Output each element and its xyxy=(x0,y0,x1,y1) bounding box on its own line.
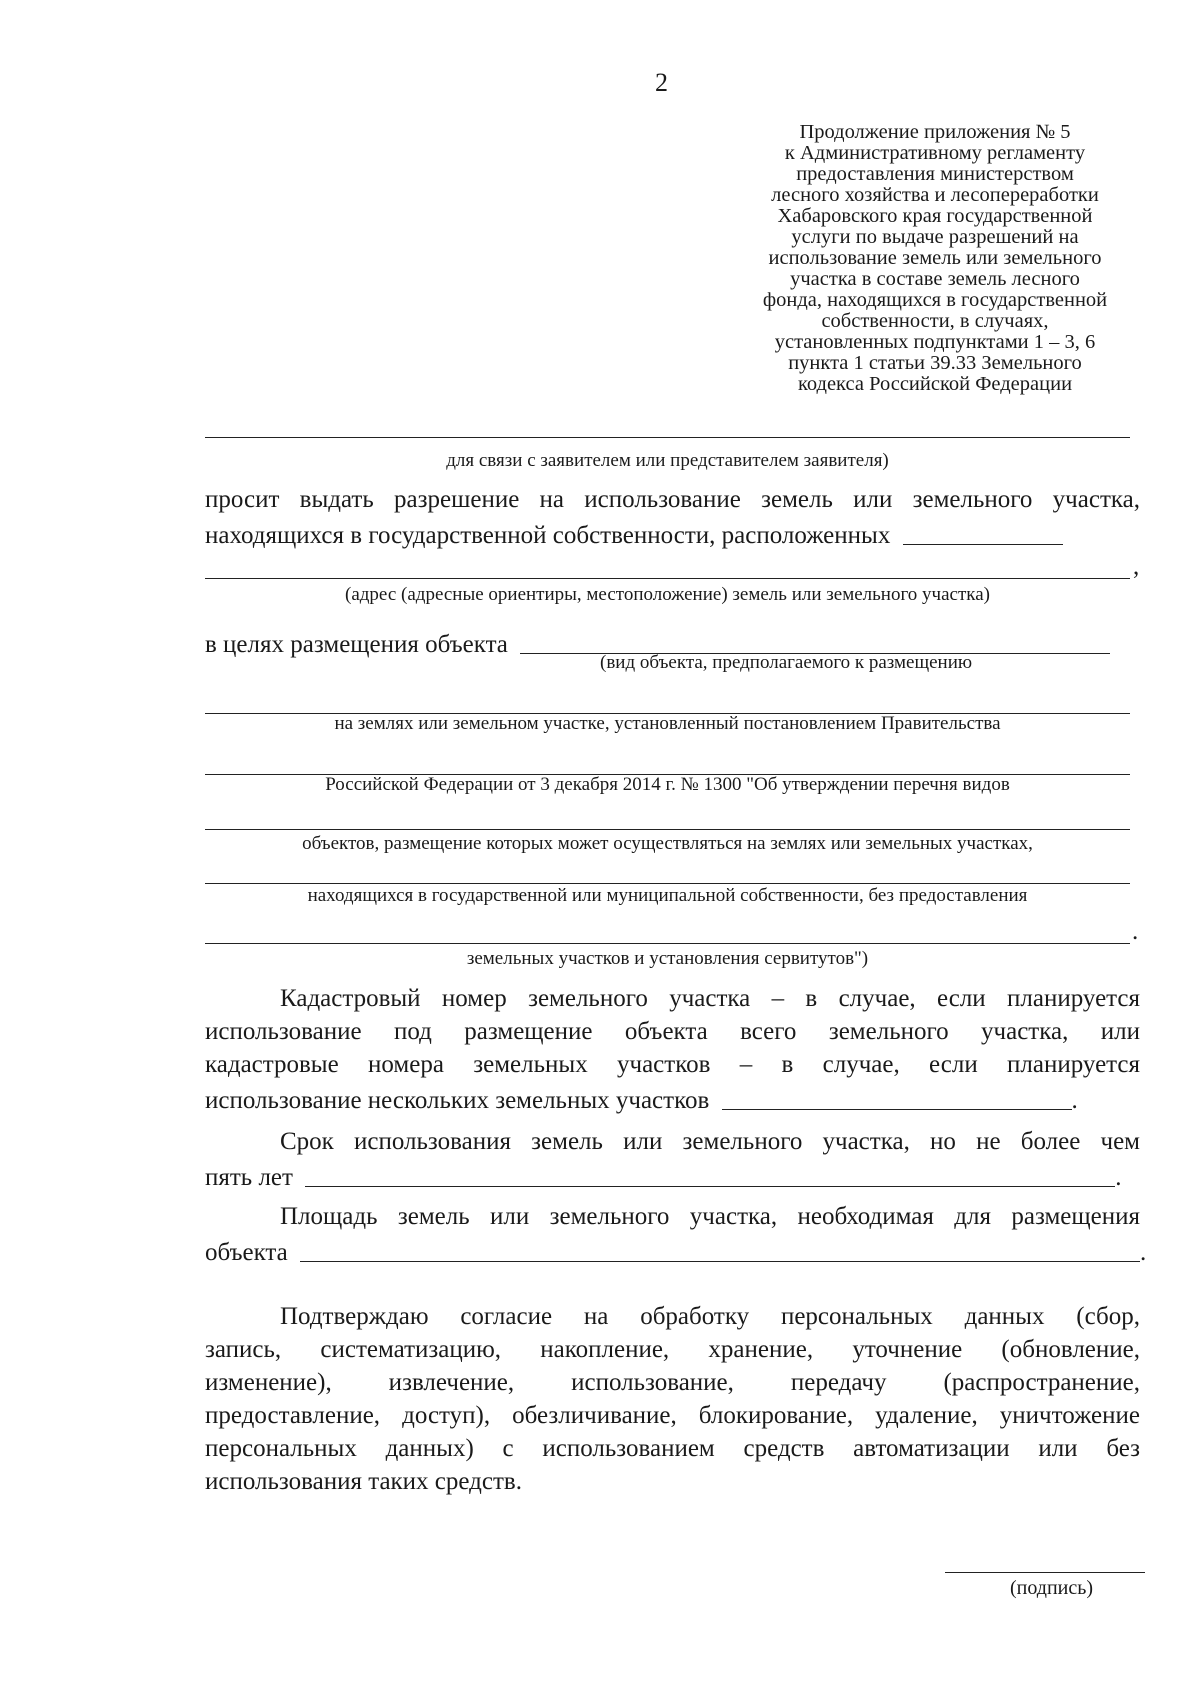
object-fill-line[interactable] xyxy=(205,943,1130,944)
location-fill-line[interactable] xyxy=(903,519,1063,545)
header-line: лесного хозяйства и лесопереработки xyxy=(771,184,1099,206)
cadastral-line: Кадастровый номер земельного участка – в случае, если планируется xyxy=(280,985,1140,1012)
header-line: использование земель или земельного xyxy=(768,247,1102,269)
object-caption-line: на землях или земельном участке, установленный постановлением Правительства xyxy=(334,713,1001,734)
header-line: Продолжение приложения № 5 xyxy=(799,121,1071,143)
consent-line: запись, систематизацию, накопление, хранение, уточнение (обновление, xyxy=(205,1336,1140,1363)
object-caption-line: Российской Федерации от 3 декабря 2014 г. № 1300 "Об утверждении перечня видов xyxy=(325,774,1010,795)
address-caption: (адрес (адресные ориентиры, местоположение) земель или земельного участка) xyxy=(345,584,990,605)
term-line-1: Срок использования земель или земельного участка, но не более чем xyxy=(280,1128,1140,1155)
contact-fill-line[interactable] xyxy=(205,437,1130,438)
cadastral-last-line xyxy=(205,1084,1140,1115)
object-caption-line: земельных участков и установления сервитутов") xyxy=(466,948,869,969)
page-number: 2 xyxy=(655,68,668,97)
object-caption-line: находящихся в государственной или муниципальной собственности, без предоставления xyxy=(307,885,1028,906)
purpose-label: в целях размещения объекта xyxy=(205,631,508,658)
object-fill-line[interactable] xyxy=(520,628,1110,654)
header-line: собственности, в случаях, xyxy=(821,310,1049,332)
signature-caption: (подпись) xyxy=(1010,1577,1094,1599)
address-fill-line[interactable] xyxy=(205,578,1130,579)
header-line: установленных подпунктами 1 – 3, 6 xyxy=(774,331,1096,353)
area-period: . xyxy=(1140,1239,1147,1266)
object-caption-line: объектов, размещение которых может осуществляться на землях или земельных участках, xyxy=(302,833,1033,854)
header-line: Хабаровского края государственной xyxy=(777,205,1093,227)
term-fill-line[interactable] xyxy=(305,1161,1115,1187)
header-line: предоставления министерством xyxy=(796,163,1074,185)
request-line-2 xyxy=(205,519,1140,550)
area-line-1: Площадь земель или земельного участка, необходимая для размещения xyxy=(280,1203,1140,1230)
address-comma: , xyxy=(1133,553,1140,580)
header-line: фонда, находящихся в государственной xyxy=(762,289,1108,311)
cadastral-line: использование под размещение объекта всего земельного участка, или xyxy=(205,1018,1140,1045)
term-label: пять лет xyxy=(205,1164,293,1191)
area-fill-line[interactable] xyxy=(300,1236,1140,1262)
object-fill-line[interactable] xyxy=(205,829,1130,830)
signature-fill-line[interactable] xyxy=(945,1572,1145,1573)
consent-line: персональных данных) с использованием средств автоматизации или без xyxy=(205,1435,1140,1462)
cadastral-line: кадастровые номера земельных участков – в случае, если планируется xyxy=(205,1051,1140,1078)
cadastral-line: использование нескольких земельных участков xyxy=(205,1087,710,1114)
object-period: . xyxy=(1132,918,1139,945)
appendix-header xyxy=(735,122,1135,395)
term-period: . xyxy=(1115,1164,1122,1191)
term-line-2 xyxy=(205,1161,1140,1192)
cadastral-period: . xyxy=(1071,1087,1078,1114)
header-line: участка в составе земель лесного xyxy=(790,268,1080,290)
header-line: к Административному регламенту xyxy=(784,142,1086,164)
request-line-2-text: находящихся в государственной собственности, расположенных xyxy=(205,522,891,549)
header-line: кодекса Российской Федерации xyxy=(797,373,1073,395)
contact-caption: для связи с заявителем или представителем заявителя) xyxy=(446,450,889,471)
consent-line: использования таких средств. xyxy=(205,1468,522,1495)
consent-line: Подтверждаю согласие на обработку персональных данных (сбор, xyxy=(280,1303,1140,1330)
area-line-2 xyxy=(205,1236,1147,1267)
consent-line: изменение), извлечение, использование, передачу (распространение, xyxy=(205,1369,1140,1396)
header-line: пункта 1 статьи 39.33 Земельного xyxy=(788,352,1082,374)
request-line-1: просит выдать разрешение на использование земель или земельного участка, xyxy=(205,486,1140,513)
object-caption: (вид объекта, предполагаемого к размещению xyxy=(600,652,973,673)
consent-line: предоставление, доступ), обезличивание, блокирование, удаление, уничтожение xyxy=(205,1402,1140,1429)
cadastral-fill-line[interactable] xyxy=(722,1084,1072,1110)
area-label: объекта xyxy=(205,1239,288,1266)
object-fill-line[interactable] xyxy=(205,883,1130,884)
header-line: услуги по выдаче разрешений на xyxy=(791,226,1079,248)
